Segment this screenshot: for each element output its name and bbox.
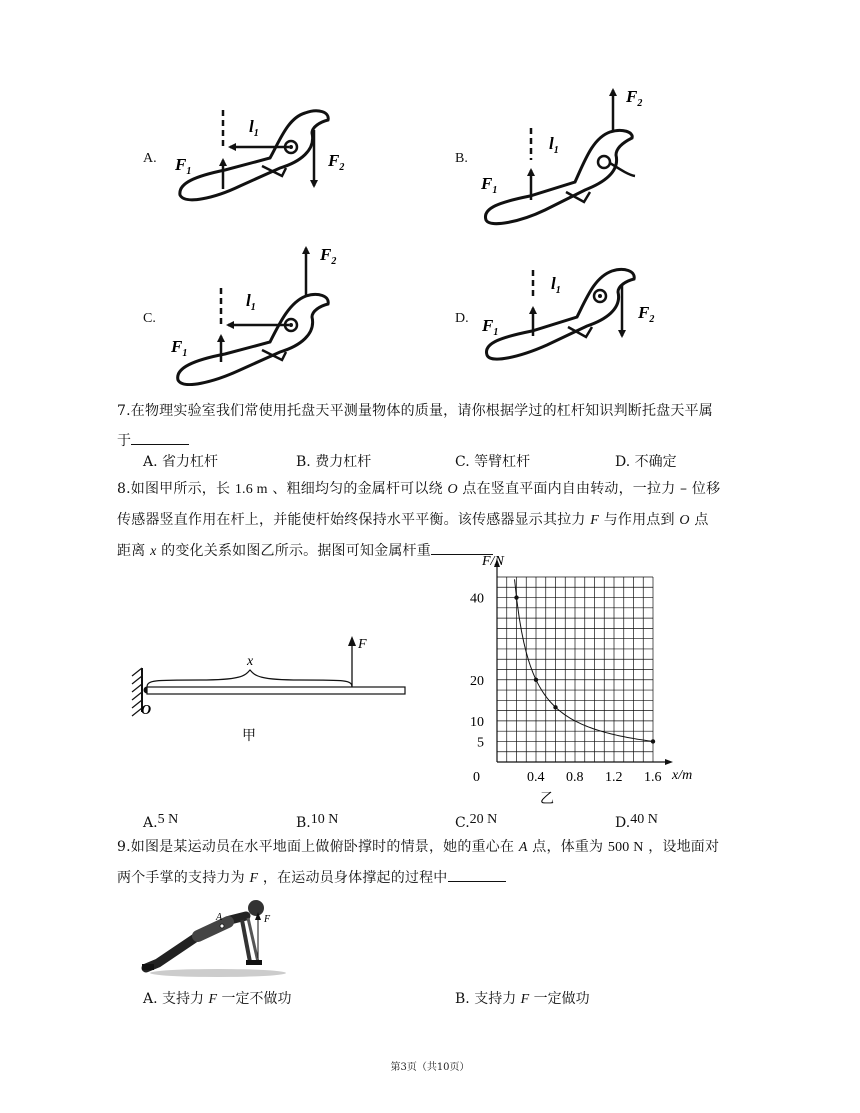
chart-axes: [494, 559, 673, 765]
q6-option-d-letter[interactable]: D.: [455, 311, 469, 326]
x-tick-label: 1.2: [605, 770, 623, 785]
y-tick-label: 10: [470, 714, 484, 730]
data-point: [534, 678, 538, 682]
q6-option-b-letter[interactable]: B.: [455, 151, 468, 166]
data-point: [514, 595, 518, 599]
label-l1-d: $l_1$: [551, 274, 561, 296]
label-f-support: F: [264, 914, 271, 925]
q6-option-a-letter[interactable]: A.: [143, 151, 157, 166]
q8-number: 8.: [117, 481, 131, 497]
label-f2-a: $F_2$: [328, 151, 345, 173]
q8-option-b[interactable]: B.10 N: [296, 812, 339, 831]
chart-grid: [497, 577, 653, 762]
label-f1-a: $F_1$: [175, 155, 192, 177]
q8-option-c[interactable]: C.20 N: [455, 812, 498, 831]
x-tick-label: 0.8: [566, 770, 584, 785]
q6-diagrams: [0, 0, 860, 400]
q8-stem: 8.如图甲所示，长 1.6 m 、粗细均匀的金属杆可以绕 O 点在竖直平面内自由转动，一拉力 – 位移 传感器竖直作用在杆上，并能使杆始终保持水平平衡。该传感器显示其拉力 F 与作用点到 O 点 距离 x 的变化关系如图乙所示。据图可知金属杆重: [117, 481, 721, 559]
q8-option-d[interactable]: D.40 N: [615, 812, 658, 831]
chart-caption-yi: 乙: [540, 792, 554, 807]
label-f2-b: $F_2$: [626, 87, 643, 109]
pliers-diagram-b: [485, 90, 635, 224]
q7-option-a[interactable]: A. 省力杠杆: [143, 454, 219, 470]
label-f2-c: $F_2$: [320, 245, 337, 267]
x-axis-arrow: [665, 759, 673, 765]
q7-option-b[interactable]: B. 费力杠杆: [296, 454, 372, 470]
x-tick-label: 0.4: [527, 770, 545, 785]
pliers-diagram-a: [180, 110, 328, 200]
q9-stem: 9.如图是某运动员在水平地面上做俯卧撑时的情景，她的重心在 A 点，体重为 500 N ，设地面对 两个手掌的支持力为 F ，在运动员身体撑起的过程中: [117, 839, 720, 886]
y-tick-label: 5: [477, 735, 484, 751]
label-f1-b: $F_1$: [481, 174, 498, 196]
chart-ylabel: F/N: [482, 554, 504, 569]
label-f1-c: $F_1$: [171, 337, 188, 359]
label-o: O: [141, 703, 152, 718]
q9-answer-blank[interactable]: [448, 867, 506, 882]
label-x: x: [247, 654, 254, 669]
x-tick-label: 0: [473, 770, 480, 785]
q7-answer-blank[interactable]: [131, 430, 189, 445]
q9-option-a[interactable]: A. 支持力 F 一定不做功: [143, 991, 292, 1007]
q6-option-c-letter[interactable]: C.: [143, 311, 156, 326]
data-point: [553, 705, 557, 709]
pliers-diagram-c: [178, 248, 329, 385]
chart-ticks: [470, 592, 662, 785]
q7-stem: 7.在物理实验室我们常使用托盘天平测量物体的质量，请你根据学过的杠杆知识判断托盘天平属 于: [117, 403, 713, 449]
label-f1-d: $F_1$: [482, 316, 499, 338]
pliers-diagram-d: [486, 269, 634, 359]
q9-number: 9.: [117, 839, 131, 855]
q9-pushup-figure: [138, 888, 288, 980]
label-l1-a: $l_1$: [249, 117, 259, 139]
label-f: F: [358, 637, 367, 652]
q7-option-c[interactable]: C. 等臂杠杆: [455, 454, 531, 470]
q9-option-b[interactable]: B. 支持力 F 一定做功: [455, 991, 590, 1007]
page-footer: 第3页（共10页）: [390, 1062, 470, 1073]
chart-series-curve: [515, 579, 653, 741]
caption-jia: 甲: [242, 729, 256, 744]
label-a: A: [216, 912, 223, 923]
label-l1-b: $l_1$: [549, 134, 559, 156]
q8-figure-jia: [120, 630, 420, 750]
x-tick-label: 1.6: [644, 770, 662, 785]
q7-option-d[interactable]: D. 不确定: [615, 454, 677, 470]
q7-number: 7.: [117, 403, 131, 419]
label-f2-d: $F_2$: [638, 303, 655, 325]
label-l1-c: $l_1$: [246, 291, 256, 313]
q8-option-a[interactable]: A.5 N: [143, 812, 179, 831]
chart-xlabel: x/m: [672, 768, 693, 783]
data-point: [651, 739, 655, 743]
y-tick-label: 40: [470, 591, 484, 607]
q8-chart-yi: [440, 545, 720, 810]
y-tick-label: 20: [470, 673, 484, 689]
